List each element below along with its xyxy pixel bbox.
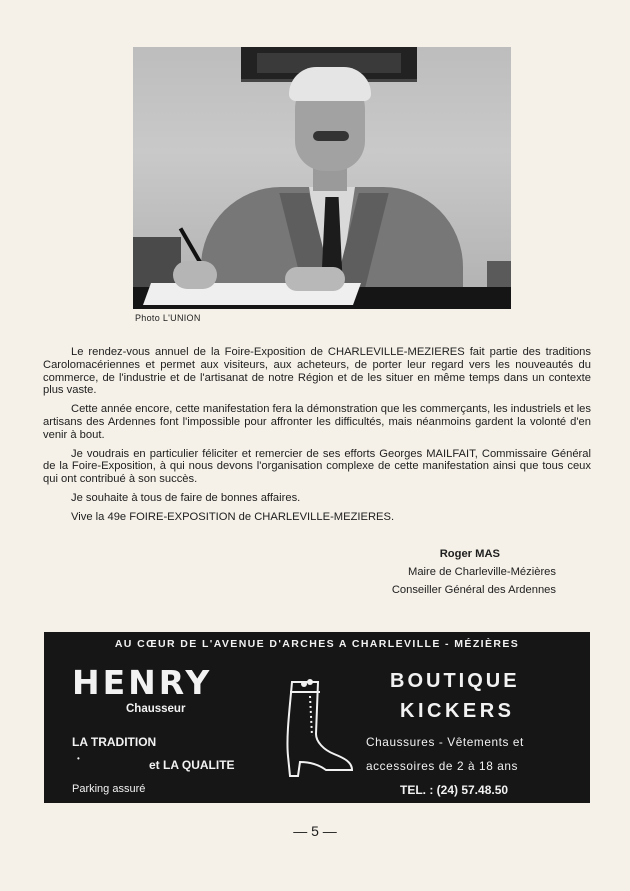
ad-phone: TEL. : (24) 57.48.50 xyxy=(400,783,509,797)
ad-products-line-2: accessoires de 2 à 18 ans xyxy=(366,759,519,773)
paragraph-3: Je voudrais en particulier féliciter et remercier de ses efforts Georges MAILFAIT, Commissaire Général de la Foire-Exposition, à qui nous devons l'organisation complexe de cette manifestation ainsi que tous ceux qui ont contribué à son succès. xyxy=(43,447,591,486)
ad-kickers: KICKERS xyxy=(400,700,515,722)
ad-banner: AU CŒUR DE L'AVENUE D'ARCHES A CHARLEVILLE - MÉZIÈRES xyxy=(114,638,520,650)
page-number: — 5 — xyxy=(293,823,337,839)
ad-parking: Parking assuré xyxy=(72,783,146,795)
signatory-title-2: Conseiller Général des Ardennes xyxy=(391,584,556,596)
ad-products-line-1: Chaussures - Vêtements et xyxy=(366,735,524,749)
mayor-photo xyxy=(133,47,511,309)
ad-brand: HENRY xyxy=(72,663,213,702)
ad-qualite: et LA QUALITE xyxy=(149,758,235,772)
ad-boutique: BOUTIQUE xyxy=(390,670,520,692)
ad-dot: • xyxy=(77,754,80,763)
paragraph-4: Je souhaite à tous de faire de bonnes affaires. xyxy=(71,491,301,504)
paragraph-2: Cette année encore, cette manifestation fera la démonstration que les commerçants, les industriels et les artisans des Ardennes font l'impossible pour affronter les difficultés, mais néanmoins gardent la volonté d'en venir à bout. xyxy=(43,403,591,441)
signatory-title-1: Maire de Charleville-Mézières xyxy=(408,566,556,578)
paragraph-1: Le rendez-vous annuel de la Foire-Exposition de CHARLEVILLE-MEZIERES fait partie des traditions Carolomacériennes et permet aux visiteurs, aux acheteurs, de porter leur regard vers les nouveautés du commerce, de l'industrie et de l'artisanat de notre Région et de les situer en même temps dans un contexte plus vaste. xyxy=(43,346,591,397)
paragraph-5: Vive la 49e FOIRE-EXPOSITION de CHARLEVILLE-MEZIERES. xyxy=(71,510,395,523)
article-body xyxy=(43,346,591,524)
boot-icon xyxy=(270,676,356,778)
photo-caption: Photo L'UNION xyxy=(135,313,201,323)
ad-tradition: LA TRADITION xyxy=(72,735,157,749)
signature-block xyxy=(392,545,556,599)
signatory-name: Roger MAS xyxy=(439,548,500,560)
ad-subtitle: Chausseur xyxy=(126,703,186,715)
henry-advertisement xyxy=(44,632,590,803)
